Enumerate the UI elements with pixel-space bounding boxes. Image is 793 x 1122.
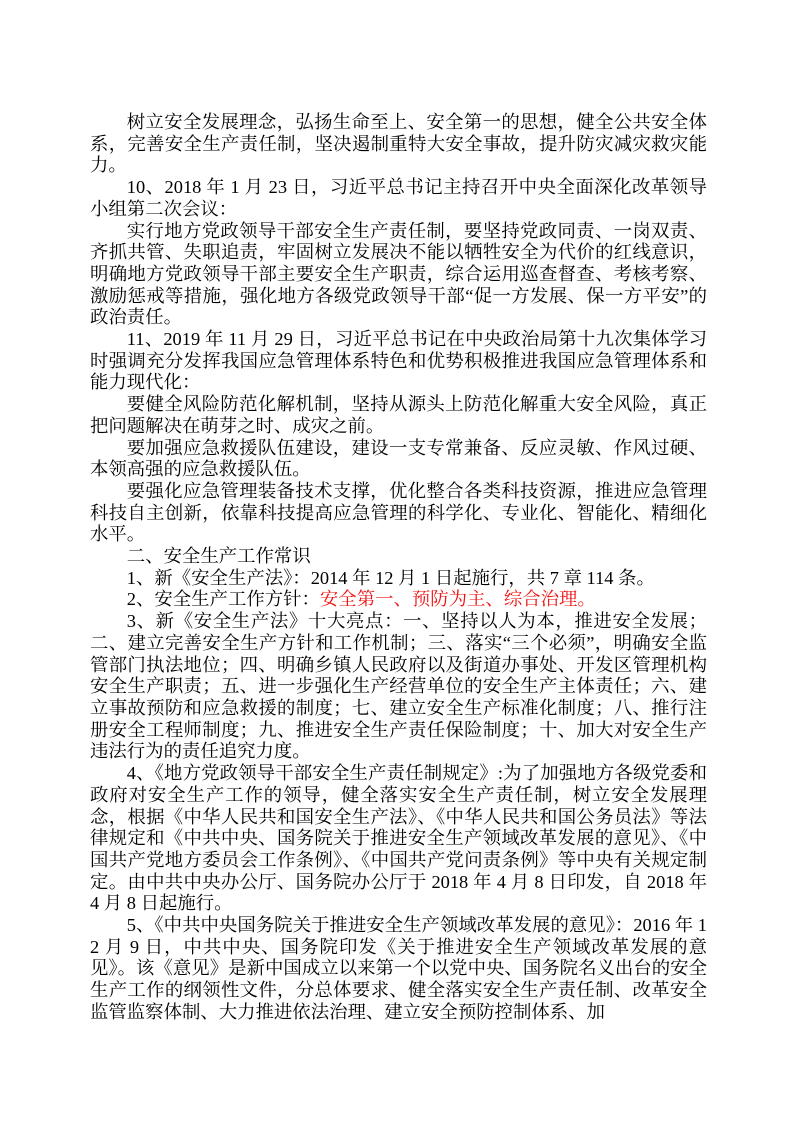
paragraph-item-1-safety-law: 1、新《安全生产法》：2014 年 12 月 1 日起施行，共 7 章 114 条。: [126, 567, 655, 588]
paragraph-item-2-work-policy: [90, 589, 707, 611]
work-policy-label: 2、安全生产工作方针：: [126, 589, 320, 610]
paragraph-item-11-heading: 11、2019 年 11 月 29 日，习近平总书记在中央政治局第十九次集体学习时强调充分发挥我国应急管理体系特色和优势积极推进我国应急管理体系和能力现代化：: [90, 329, 707, 393]
paragraph-item-11-tech-support: 要强化应急管理装备技术支撑，优化整合各类科技资源，推进应急管理科技自主创新，依靠科技提高应急管理的科学化、专业化、智能化、精细化水平。: [90, 480, 707, 545]
paragraph-item-5-reform-opinion: 5、《中共中央国务院关于推进安全生产领域改革发展的意见》：2016 年 12 月 9 日，中共中央、国务院印发《关于推进安全生产领域改革发展的意见》。该《意见》是新中国成立以来第一个以党中央、国务院名义出台的安全生产工作的纲领性文件，分总体要求、健全落实安全生产责任制、改革安全监管监察体制、大力推进依法治理、建立安全预防控制体系、加: [90, 915, 707, 1022]
document-text-block: [90, 112, 707, 1024]
paragraph-item-3-ten-highlights: 3、新《安全生产法》十大亮点：一、坚持以人为本，推进安全发展；二、建立完善安全生产方针和工作机制；三、落实“三个必须”，明确安全监管部门执法地位；四、明确乡镇人民政府以及街道办事处、开发区管理机构安全生产职责；五、进一步强化生产经营单位的安全生产主体责任；六、建立事故预防和应急救援的制度；七、建立安全生产标准化制度；八、推行注册安全工程师制度；九、推进安全生产责任保险制度；十、加大对安全生产违法行为的责任追究力度。: [90, 611, 707, 762]
paragraph-item-11-rescue-teams: 要加强应急救援队伍建设，建设一支专常兼备、反应灵敏、作风过硬、本领高强的应急救援队伍。: [90, 437, 707, 480]
paragraph-safety-development-concept: 树立安全发展理念，弘扬生命至上、安全第一的思想，健全公共安全体系，完善安全生产责任制，坚决遏制重特大安全事故，提升防灾减灾救灾能力。: [90, 112, 707, 176]
work-policy-highlighted-text: 安全第一、预防为主、综合治理。: [319, 589, 596, 610]
paragraph-item-4-responsibility-regulation: 4、《地方党政领导干部安全生产责任制规定》:为了加强地方各级党委和政府对安全生产工作的领导，健全落实安全生产责任制，树立安全发展理念，根据《中华人民共和国安全生产法》、《中华人民共和国公务员法》等法律规定和《中共中央、国务院关于推进安全生产领域改革发展的意见》、《中国共产党地方委员会工作条例》、《中国共产党问责条例》等中央有关规定制定。由中共中央办公厅、国务院办公厅于 2018 年 4 月 8 日印发，自 2018 年 4 月 8 日起施行。: [90, 763, 707, 914]
paragraph-item-11-risk-mechanism: 要健全风险防范化解机制，坚持从源头上防范化解重大安全风险，真正把问题解决在萌芽之时、成灾之前。: [90, 394, 707, 436]
paragraph-item-10-body: 实行地方党政领导干部安全生产责任制，要坚持党政同责、一岗双责、齐抓共管、失职追责，牢固树立发展决不能以牺牲安全为代价的红线意识，明确地方党政领导干部主要安全生产职责，综合运用巡查督查、考核考察、激励惩戒等措施，强化地方各级党政领导干部“促一方发展、保一方平安”的政治责任。: [90, 220, 707, 328]
paragraph-item-10-heading: 10、2018 年 1 月 23 日，习近平总书记主持召开中央全面深化改革领导小组第二次会议：: [90, 177, 707, 219]
section-heading-work-knowledge: 二、安全生产工作常识: [126, 546, 311, 567]
